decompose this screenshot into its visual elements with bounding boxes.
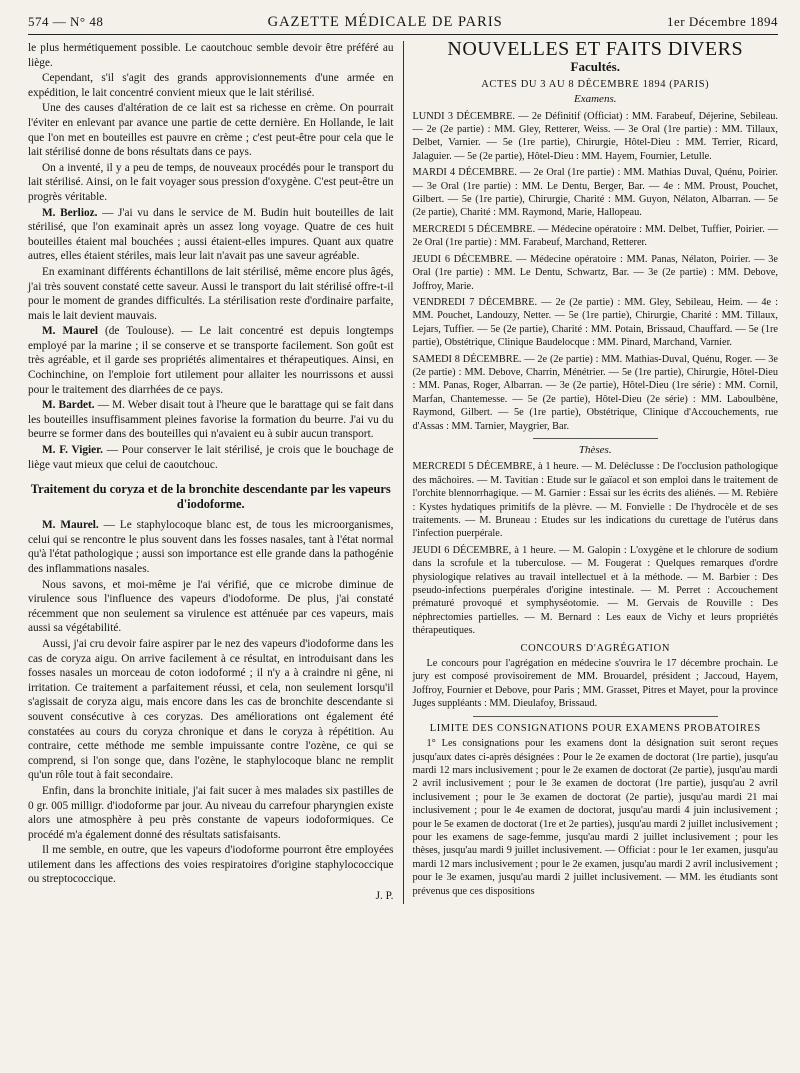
divider	[533, 438, 659, 439]
right-column	[403, 38, 779, 904]
section-title: Traitement du coryza et de la bronchite descendante par les vapeurs d'iodoforme.	[30, 482, 391, 512]
speaker-paragraph	[28, 206, 394, 264]
exam-entry: VENDREDI 7 DÉCEMBRE. — 2e (2e partie) : MM. Gley, Sebileau, Heim. — 4e : MM. Pouchet, Landouzy, Netter. — 5e (1re partie), Chirurgie, Charité : MM. Tillaux, Lejars, Tuffier. — 5e (2e partie), Charité : MM. Potain, Brissaud, Chauffard. — 5e (1re partie), Obstétrique, Clinique Baudelocque : MM. Pinard, Marchand, Varnier.	[412, 296, 778, 349]
paragraph: En examinant différents échantillons de lait stérilisé, même encore plus âgés, j'ai très souvent constaté cette saveur. Aussi le transport du lait stérilisé offre-t-il pour le moment de grandes difficultés. La stérilisation reste d'ordinaire parfaite, mais le lait devient mauvais.	[28, 265, 394, 322]
facultes-heading: Facultés.	[570, 59, 620, 75]
speaker-name: M. Berlioz.	[42, 206, 98, 219]
speaker-paragraph	[28, 324, 394, 397]
page-number: 574 — N° 48	[28, 14, 104, 29]
exam-entry: LUNDI 3 DÉCEMBRE. — 2e Définitif (Officiat) : MM. Farabeuf, Déjerine, Sebileau. — 2e (2e partie) : MM. Gley, Retterer, Weiss. — 3e Oral (1re partie) : MM. Tillaux, Delbet, Varnier. — 5e (1re partie), Chirurgie, Hôtel-Dieu : MM. Terrier, Ricard, Jalaguier. — 5e (2e partie), Hôtel-Dieu : MM. Hayem, Fournier, Letulle.	[412, 110, 778, 162]
paragraph: Enfin, dans la bronchite initiale, j'ai fait sucer à mes malades six pastilles de 0 gr. 005 milligr. d'iodoforme par jour. Au niveau du carrefour pharyngien existe alors une atmosphère à peu près constante de vapeurs iodoformiques. Ce procédé m'a également donné des résultats satisfaisants.	[28, 784, 394, 841]
concours-heading: CONCOURS D'AGRÉGATION	[520, 642, 671, 654]
journal-title: GAZETTE MÉDICALE DE PARIS	[267, 14, 503, 30]
limite-text: 1° Les consignations pour les examens dont la désignation suit seront reçues jusqu'aux dates ci-après désignées : Pour le 2e examen de doctorat (1re partie), jusqu'au mardi 12 mars inclusivement ; pour le 2e examen de doctorat (2e partie), jusqu'au mardi 2 avril inclusivement ; pour le 3e examen de doctorat (1re partie), jusqu'au 2 avril inclusivement ; pour le 3e examen de doctorat (2e partie), jusqu'au mardi 21 mai inclusivement ; pour le 4e examen de doctorat, jusqu'au mardi 4 juin inclusivement ; pour le 5e examen de doctorat (1re et 2e parties), jusqu'au mardi 2 juillet inclusivement ; pour les examens de sage-femme, jusqu'au mardi 2 juillet inclusivement ; pour les thèses, jusqu'au mardi 9 juillet inclusivement. — Officiat : pour le 1er examen, jusqu'au mardi 12 mars inclusivement ; pour le 2e examen, jusqu'au mardi 2 avril inclusivement ; pour le 3e examen, jusqu'au mardi 2 juillet inclusivement. — MM. les étudiants sont prévenus que ces dispositions	[412, 738, 778, 897]
divider	[473, 716, 719, 717]
running-head	[28, 14, 778, 35]
speaker-paragraph	[28, 398, 394, 442]
paragraph: Une des causes d'altération de ce lait est sa richesse en crème. On pourrait l'éviter en enlevant par avance une partie de cette dernière. En Hollande, le lait que l'on met en bouteilles est pauvre en crème ; c'est peut-être pour cela que le lait stérilisé donne de bons résultats dans ce pays.	[28, 102, 394, 159]
speaker-name: M. F. Vigier.	[42, 444, 103, 457]
paragraph: Il me semble, en outre, que les vapeurs d'iodoforme pourront être employées utilement dans les affections des voies respiratoires d'origine staphylococcique ou streptococcique.	[28, 844, 394, 886]
exam-entry: MERCREDI 5 DÉCEMBRE. — Médecine opératoire : MM. Delbet, Tuffier, Poirier. — 2e Oral (1re partie) : MM. Farabeuf, Marchand, Retterer.	[412, 223, 778, 249]
author-signoff: J. P.	[375, 890, 394, 903]
speaker-paragraph	[28, 443, 394, 472]
speech-text: — Le staphylocoque blanc est, de tous les microorganismes, celui qui se rencontre le plus souvent dans les fosses nasales, tant à l'état normal qu'à l'état pathologique ; aussi son importance est elle grande dans la pathogénie des inflammations nasales.	[28, 519, 394, 575]
speaker-paragraph	[28, 518, 394, 576]
thesis-entry: MERCREDI 5 DÉCEMBRE, à 1 heure. — M. Deléclusse : De l'occlusion pathologique des mâchoires. — M. Tavitian : Etude sur le gaïacol et son emploi dans le traitement de l'orchite blennorrhagique. — M. Garnier : Essai sur les écrits des aliénés. — M. Rebière : Kystes hydatiques primitifs de la plèvre. — M. Fonvielle : De l'hydrocèle et de ses traitements. — M. Bruneau : Etudes sur les indications du curettage de l'utérus dans l'infection puerpérale.	[412, 461, 778, 540]
paragraph: Cependant, s'il s'agit des grands approvisionnements d'une armée en expédition, le lait concentré convient mieux que le lait stérilisé.	[28, 72, 394, 99]
theses-heading: Thèses.	[578, 443, 612, 456]
concours-text: Le concours pour l'agrégation en médecine s'ouvrira le 17 décembre prochain. Le jury est composé provisoirement de MM. Brouardel, président ; Jaccoud, Hayem, Joffroy, Fournier et Debove, pour Paris ; MM. Grasset, Pitres et Mayet, pour la province Juges suppléants : MM. Dieulafoy, Brissaud.	[412, 658, 778, 710]
exam-entry: MARDI 4 DÉCEMBRE. — 2e Oral (1re partie) : MM. Mathias Duval, Quénu, Poirier. — 3e Oral (1re partie) : MM. Le Dentu, Berger, Bar. — 4e : MM. Proust, Pouchet, Gilbert. — 5e (1re partie), Chirurgie, Charité : MM. Guyon, Nélaton, Albarran. — 5e (2e partie), Charité : MM. Raymond, Marie, Hallopeau.	[412, 167, 778, 219]
speech-text: — J'ai vu dans le service de M. Budin huit bouteilles de lait stérilisé, que l'on examinait après un assez long voyage. Quatre de ces huit bouteilles étaient mal bouchées ; aussi étaient-elles impures. Quant aux quatre autres, elles étaient stériles, mais leur lait n'avait pas une saveur agréable.	[28, 206, 394, 263]
examens-heading: Examens.	[574, 93, 617, 106]
speaker-name: M. Maurel.	[42, 519, 99, 532]
paragraph: On a inventé, il y a peu de temps, de nouveaux procédés pour le transport du lait stérilisé. Ainsi, on le fait voyager sous pression d'oxygène. C'est peut-être un progrès véritable.	[28, 161, 394, 203]
limite-heading: LIMITE DES CONSIGNATIONS POUR EXAMENS PROBATOIRES	[429, 722, 761, 734]
speech-text: (de Toulouse). — Le lait concentré est depuis longtemps employé par la marine ; il se conserve et se transporte facilement. Son goût est très agréable, et il garde ses propriétés alimentaires et thérapeutiques. Ainsi, en Cochinchine, on l'emploie fort utilement pour allaiter les nourrissons et aussi pour le traitement des diarrhées de ce pays.	[28, 325, 394, 396]
paragraph: le plus hermétiquement possible. Le caoutchouc semble devoir être préféré au liège.	[28, 42, 394, 69]
speech-text: — Pour conserver le lait stérilisé, je crois que le bouchage de liège vaut mieux que celui de caoutchouc.	[28, 444, 394, 471]
issue-date: 1er Décembre 1894	[666, 14, 778, 29]
speech-text: — M. Weber disait tout à l'heure que le barattage qui se fait dans les bouteilles insuffisamment pleines favorise la formation du beurre. J'ai vu du beurre se former dans des bouteilles qui n'avaient eu à subir aucun transport.	[28, 399, 394, 441]
paragraph: Nous savons, et moi-même je l'ai vérifié, que ce microbe diminue de virulence sous l'influence des vapeurs d'iodoforme. De plus, j'ai constaté récemment que non seulement sa virulence est atténuée par ces vapeurs, mais aussi sa végétabilité.	[28, 578, 394, 635]
left-column	[28, 41, 403, 904]
paragraph: Aussi, j'ai cru devoir faire aspirer par le nez des vapeurs d'iodoforme dans les cas de coryza aigu. On arrive facilement à ce résultat, en introduisant dans les fosses nasales un morceau de coton iodoformé ; il n'y a à craindre ni gêne, ni irritation. Ce traitement a parfaitement réussi, et cela, non seulement lorsqu'il s'agissait de coryza aigu, mais encore dans les cas de bronchite descendante si souvent consécutive à ces coryzas. Des améliorations ont également été constatées au cours du coryza chronique et dans le coryza à répétition. Au contraire, cette méthode me semble impuissante contre l'ozène, ce qui se comprend, si l'on songe que, dans l'ozène, le staphylocoque blanc ne remplit qu'un rôle tout à fait secondaire.	[28, 637, 394, 782]
exam-entry: JEUDI 6 DÉCEMBRE. — Médecine opératoire : MM. Panas, Nélaton, Poirier. — 3e Oral (1re partie) : MM. Le Dentu, Schwartz, Bar. — 3e (2e partie) : MM. Debove, Joffroy, Marie.	[412, 253, 778, 292]
columns	[28, 38, 778, 904]
actes-heading: ACTES DU 3 AU 8 DÉCEMBRE 1894 (PARIS)	[481, 78, 710, 90]
news-title: NOUVELLES ET FAITS DIVERS	[447, 38, 744, 60]
speaker-name: M. Maurel	[42, 325, 99, 338]
thesis-entry: JEUDI 6 DÉCEMBRE, à 1 heure. — M. Galopin : L'oxygène et le chlorure de sodium dans la scrofule et la tuberculose. — M. Fougerat : Quelques remarques d'ordre physiologique relatives au travail intellectuel et à la méthode. — M. Barbier : Des pseudo-infections puerpérales d'origine intestinale. — M. Perret : Accouchement prématuré provoqué et symphyséotomie. — M. Gervais de Rouville : Des néphrectomies partielles. — M. Bernard : Les eaux de Vichy et leurs propriétés thérapeutiques.	[412, 544, 778, 637]
speaker-name: M. Bardet.	[42, 399, 95, 412]
exam-entry: SAMEDI 8 DÉCEMBRE. — 2e (2e partie) : MM. Mathias-Duval, Quénu, Roger. — 3e (2e partie) : MM. Debove, Charrin, Ménétrier. — 5e (1re partie), Chirurgie, Hôtel-Dieu : MM. Panas, Roger, Albarran. — 3e (2e partie), Hôtel-Dieu (1re série) : MM. Cornil, Marfan, Chantemesse. — 5e (2e partie), Hôtel-Dieu (2e série) : MM. Laboulbène, Raymond, Gilbert. — 5e (1re partie), Obstétrique, Clinique d'Accouchements, rue d'Assas : MM. Tarnier, Maygrier, Bar.	[412, 353, 778, 432]
